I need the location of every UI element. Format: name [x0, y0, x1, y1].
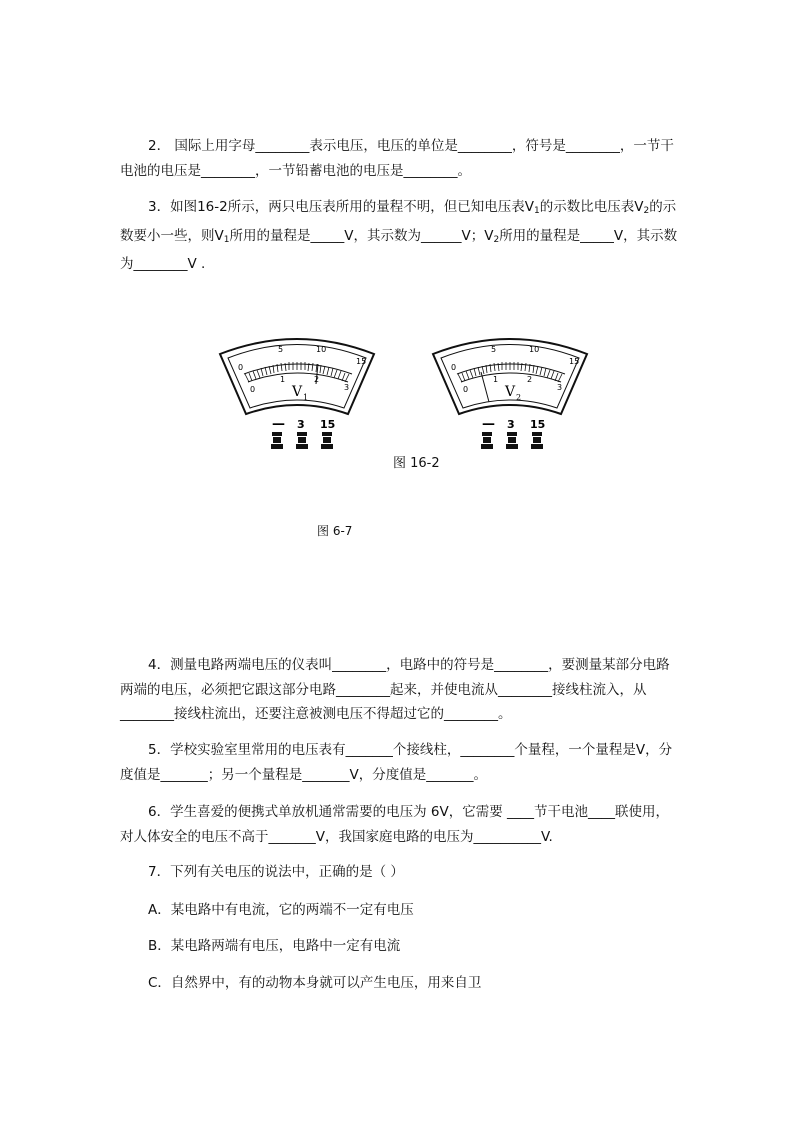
v1-label-sub: 1 — [303, 393, 309, 402]
v1-lower-tick-2: 2 — [314, 375, 320, 384]
question-6: 6．学生喜爱的便携式单放机通常需要的电压为 6V，它需要 ____节干电池____联使用，对人体安全的电压不高于_______V，我国家庭电路的电压为__________V. — [120, 804, 669, 845]
v2-lower-tick-0: 0 — [463, 385, 469, 394]
v2-upper-tick-15: 15 — [569, 357, 580, 366]
voltmeter-v2-terminals — [474, 416, 554, 452]
option-b: B．某电路两端有电压，电路中一定有电流 — [148, 938, 401, 954]
q3-part-a: 3．如图16-2所示，两只电压表所用的量程不明，但已知电压表V — [148, 199, 534, 215]
option-c: C．自然界中，有的动物本身就可以产生电压，用来自卫 — [148, 975, 482, 991]
voltmeter-v1-terminals — [264, 416, 344, 452]
v2-upper-tick-5: 5 — [491, 345, 497, 354]
question-3 — [120, 195, 680, 277]
voltmeter-v1-figure — [216, 334, 378, 420]
q3-part-b: 的示数比电压表V — [539, 199, 644, 215]
question-2: 2． 国际上用字母________表示电压，电压的单位是________，符号是________，一节干电池的电压是________，一节铅蓄电池的电压是________。 — [120, 138, 674, 179]
v1-upper-tick-5: 5 — [278, 345, 284, 354]
v1-lower-tick-1: 1 — [280, 375, 286, 384]
question-4: 4．测量电路两端电压的仪表叫________，电路中的符号是________，要测量某部分电路两端的电压，必须把它跟这部分电路________起来，并使电流从________接线柱流入，从________接线柱流出，还要注意被测电压不得超过它的________。 — [120, 657, 670, 722]
v1-lower-tick-3: 3 — [344, 383, 350, 392]
v2-lower-tick-3: 3 — [557, 383, 563, 392]
q3-part-c: 的示数要小一些，则V — [120, 199, 677, 244]
v1-upper-tick-15: 15 — [356, 357, 367, 366]
option-a: A．某电路中有电流，它的两端不一定有电压 — [148, 902, 414, 918]
subscript-1: 1 — [533, 206, 540, 216]
v2-lower-tick-2: 2 — [527, 375, 533, 384]
v1-label: V — [292, 384, 303, 400]
voltmeter-v2-figure — [429, 334, 591, 420]
v1-terminal-3-label: 3 — [297, 418, 305, 431]
v1-terminal-neg-label: — — [272, 417, 285, 432]
v1-lower-tick-0: 0 — [250, 385, 256, 394]
subscript-1b: 1 — [223, 234, 230, 245]
v1-upper-tick-10: 10 — [316, 345, 327, 354]
question-5: 5．学校实验室里常用的电压表有_______个接线柱，________个量程，一个量程是V，分度值是_______；另一个量程是_______V，分度值是_______。 — [120, 742, 673, 783]
q3-part-e: 所用的量程是_____V，其示数为________V . — [120, 227, 678, 272]
v2-label-sub: 2 — [516, 393, 522, 402]
figure-caption: 图 16-2 — [393, 456, 440, 471]
v2-upper-tick-10: 10 — [529, 345, 540, 354]
subscript-2b: 2 — [493, 234, 500, 245]
figure-caption-extra: 图 6-7 — [317, 524, 353, 538]
subscript-2: 2 — [643, 206, 650, 216]
v2-terminal-3-label: 3 — [507, 418, 515, 431]
question-7: 7．下列有关电压的说法中，正确的是（ ） — [148, 864, 404, 880]
v2-terminal-posts — [481, 432, 543, 449]
v1-upper-tick-0: 0 — [238, 363, 244, 372]
v2-upper-tick-0: 0 — [451, 363, 457, 372]
v1-terminal-15-label: 15 — [320, 418, 336, 431]
q3-part-d: 所用的量程是_____V，其示数为______V；V — [229, 227, 494, 244]
v2-label: V — [505, 384, 516, 400]
v2-lower-tick-1: 1 — [493, 375, 499, 384]
v2-terminal-15-label: 15 — [530, 418, 546, 431]
v2-terminal-neg-label: — — [482, 417, 495, 432]
v1-terminal-posts — [271, 432, 333, 449]
